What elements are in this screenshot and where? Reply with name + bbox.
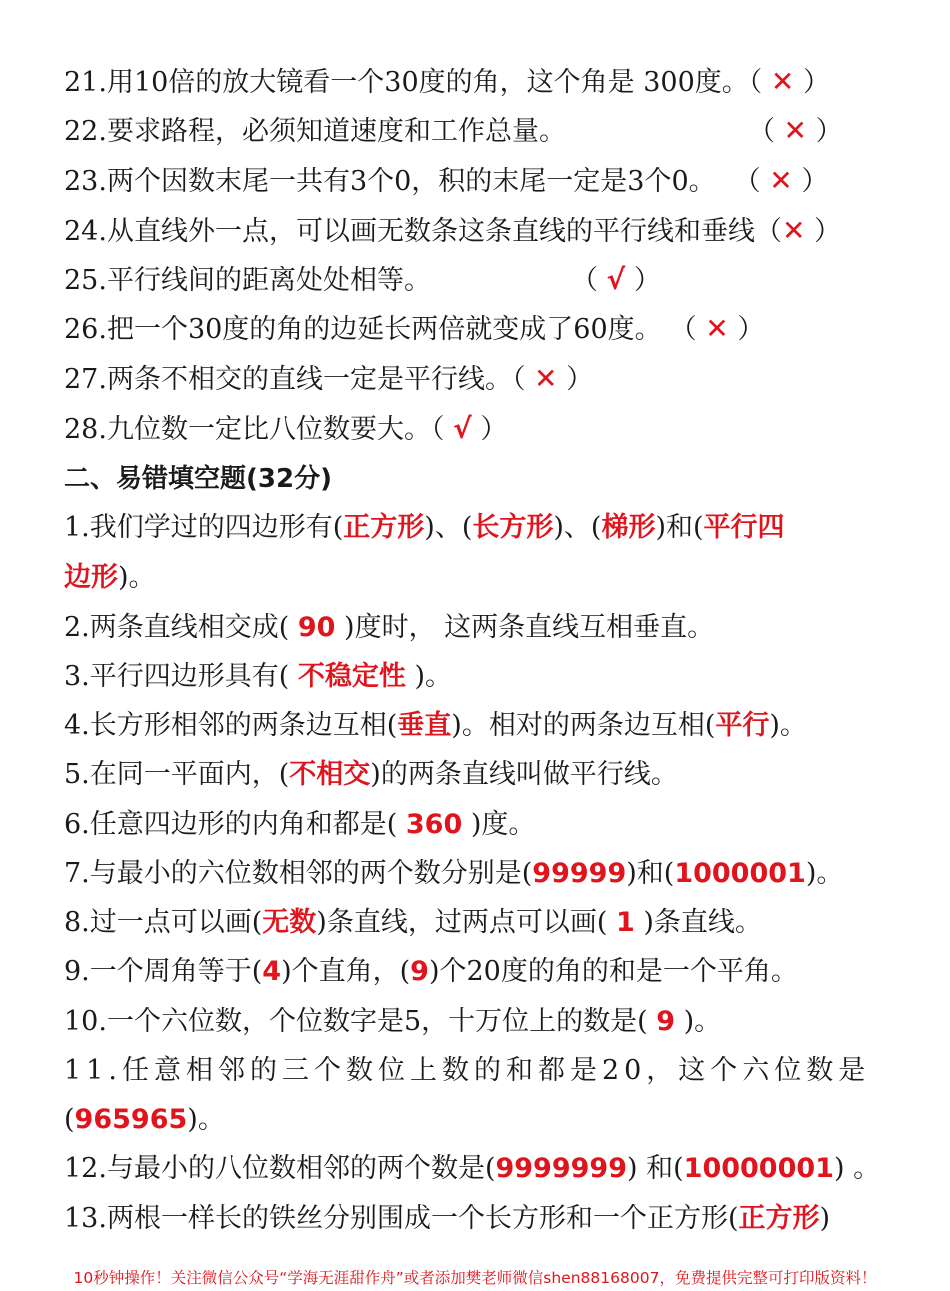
paren-close: ） <box>566 364 594 395</box>
answer: 不稳定性 <box>297 661 406 692</box>
item-text: 13.两根一样长的铁丝分别围成一个长方形和一个正方形( <box>64 1203 739 1234</box>
item-text: )个直角，( <box>281 956 411 987</box>
answer: 4 <box>262 956 282 987</box>
paren-close: ） <box>802 67 830 98</box>
item-text: )条直线。 <box>634 907 762 938</box>
item-text: )。 <box>405 661 453 692</box>
answer: 1 <box>615 907 635 938</box>
item-text: )条直线，过两点可以画( <box>316 907 616 938</box>
answer: 10000001 <box>683 1153 834 1184</box>
item-text: )、( <box>553 512 602 543</box>
answer: 9 <box>410 956 429 987</box>
item-number: 24. <box>64 216 107 247</box>
item-text: 7.与最小的六位数相邻的两个数分别是( <box>64 858 533 889</box>
item-text: )的两条直线叫做平行线。 <box>370 759 678 790</box>
item-text: ) 和( <box>627 1153 684 1184</box>
item-text: )和( <box>655 512 704 543</box>
item-text: 1.我们学过的四边形有( <box>64 512 344 543</box>
answer: 长方形 <box>472 512 554 543</box>
paren-close: ） <box>814 216 842 247</box>
cross-mark: ✕ <box>781 214 806 247</box>
answer: 90 <box>297 612 336 643</box>
cross-mark: ✕ <box>770 65 795 98</box>
tf-item-21 <box>64 62 830 103</box>
answer: 99999 <box>532 858 627 889</box>
answer: 9999999 <box>495 1153 627 1184</box>
item-text: )。相对的两条边互相( <box>451 710 716 741</box>
item-text: 8.过一点可以画( <box>64 907 263 938</box>
check-mark: √ <box>453 412 472 445</box>
item-number: 23. <box>64 166 107 197</box>
answer: 平行 <box>715 710 770 741</box>
fill-item-8 <box>64 903 762 943</box>
answer: 正方形 <box>738 1203 820 1234</box>
item-text: )。 <box>805 858 844 889</box>
answer: 不相交 <box>289 759 371 790</box>
answer: 垂直 <box>397 710 452 741</box>
check-mark: √ <box>606 263 626 296</box>
item-number: 25. <box>64 265 107 296</box>
item-number: 28. <box>64 414 107 445</box>
item-text: ( <box>64 1104 75 1135</box>
item-text: 11.任意相邻的三个数位上数的和都是20，这个六位数是 <box>64 1055 871 1086</box>
fill-item-7 <box>64 854 843 894</box>
item-text: 平行线间的距离处处相等。 <box>106 265 431 296</box>
answer: 360 <box>405 809 463 840</box>
item-number: 21. <box>64 67 107 98</box>
paren-close: ） <box>480 414 508 445</box>
item-text: 5.在同一平面内，( <box>64 759 290 790</box>
item-text: 4.长方形相邻的两条边互相( <box>64 710 398 741</box>
fill-item-6 <box>64 805 535 845</box>
item-text: 12.与最小的八位数相邻的两个数是( <box>64 1153 496 1184</box>
tf-item-22 <box>64 111 843 152</box>
paren-open: （ <box>430 414 445 445</box>
paren-open: （ <box>511 364 526 395</box>
tf-item-28 <box>64 409 507 450</box>
item-number: 22. <box>64 116 107 147</box>
cross-mark: ✕ <box>705 312 729 345</box>
item-text: )。 <box>769 710 807 741</box>
item-text: )。 <box>187 1104 225 1135</box>
fill-item-9 <box>64 952 798 992</box>
item-text: )、( <box>424 512 473 543</box>
item-text: 2.两条直线相交成( <box>64 612 298 643</box>
paren-close: ） <box>633 265 661 296</box>
item-text: 用10倍的放大镜看一个30度的角，这个角是 300度。 <box>106 67 749 98</box>
item-text: 要求路程，必须知道速度和工作总量。 <box>106 116 566 147</box>
paren-close: ） <box>815 116 843 147</box>
paren-close: ） <box>801 166 829 197</box>
item-text: )。 <box>675 1006 722 1037</box>
paren-open: （ <box>748 67 763 98</box>
item-text: ) <box>819 1203 831 1234</box>
paren-open: （ <box>733 166 761 197</box>
item-text: )度。 <box>462 809 536 840</box>
answer: 965965 <box>74 1104 188 1135</box>
section-title: 二、易错填空题(32分) <box>64 464 332 494</box>
fill-item-11 <box>64 1051 870 1091</box>
tf-item-25 <box>64 260 661 301</box>
fill-item-4 <box>64 706 807 746</box>
item-text: )。 <box>118 562 156 593</box>
paren-open: （ <box>570 265 598 296</box>
item-text: 9.一个周角等于( <box>64 956 263 987</box>
item-text: 3.平行四边形具有( <box>64 661 298 692</box>
paren-open: （ <box>754 216 782 247</box>
item-text: ) 。 <box>833 1153 881 1184</box>
tf-item-23 <box>64 161 828 202</box>
cross-mark: ✕ <box>783 114 808 147</box>
fill-item-1-cont <box>64 558 156 598</box>
answer: 无数 <box>262 907 317 938</box>
fill-item-3 <box>64 657 452 697</box>
cross-mark: ✕ <box>769 164 793 197</box>
item-text: )度时， 这两条直线互相垂直。 <box>335 612 715 643</box>
fill-item-5 <box>64 755 678 795</box>
item-text: 九位数一定比八位数要大。 <box>106 414 431 445</box>
tf-item-24 <box>64 211 841 252</box>
item-text: 10.一个六位数，个位数字是5，十万位上的数是( <box>64 1006 657 1037</box>
answer: 9 <box>656 1006 676 1037</box>
answer: 1000001 <box>674 858 806 889</box>
paren-open: （ <box>669 314 697 345</box>
item-number: 26. <box>64 314 107 345</box>
cross-mark: ✕ <box>534 362 558 395</box>
paren-open: （ <box>747 116 775 147</box>
item-text: )和( <box>626 858 675 889</box>
tf-item-26 <box>64 309 764 350</box>
item-text: 两个因数末尾一共有3个0，积的末尾一定是3个0。 <box>106 166 716 197</box>
fill-item-13 <box>64 1199 830 1239</box>
item-text: 6.任意四边形的内角和都是( <box>64 809 406 840</box>
item-number: 27. <box>64 364 107 395</box>
item-text: 两条不相交的直线一定是平行线。 <box>106 364 512 395</box>
tf-item-27 <box>64 359 593 400</box>
fill-item-2 <box>64 608 714 648</box>
fill-item-12 <box>64 1149 880 1189</box>
answer: 正方形 <box>343 512 425 543</box>
answer: 边形 <box>64 562 118 593</box>
item-text: )个20度的角的和是一个平角。 <box>428 956 798 987</box>
fill-item-1 <box>64 508 785 548</box>
answer: 梯形 <box>601 512 656 543</box>
answer: 平行四 <box>703 512 785 543</box>
item-text: 把一个30度的角的边延长两倍就变成了60度。 <box>106 314 662 345</box>
item-text: 从直线外一点，可以画无数条这条直线的平行线和垂线 <box>106 216 755 247</box>
fill-item-10 <box>64 1002 721 1042</box>
fill-item-11-cont <box>64 1100 225 1140</box>
paren-close: ） <box>737 314 765 345</box>
footer-notice: 10秒钟操作！关注微信公众号“学海无涯甜作舟”或者添加樊老师微信shen88168007，免费提供完整可打印版资料！ <box>73 1269 877 1287</box>
